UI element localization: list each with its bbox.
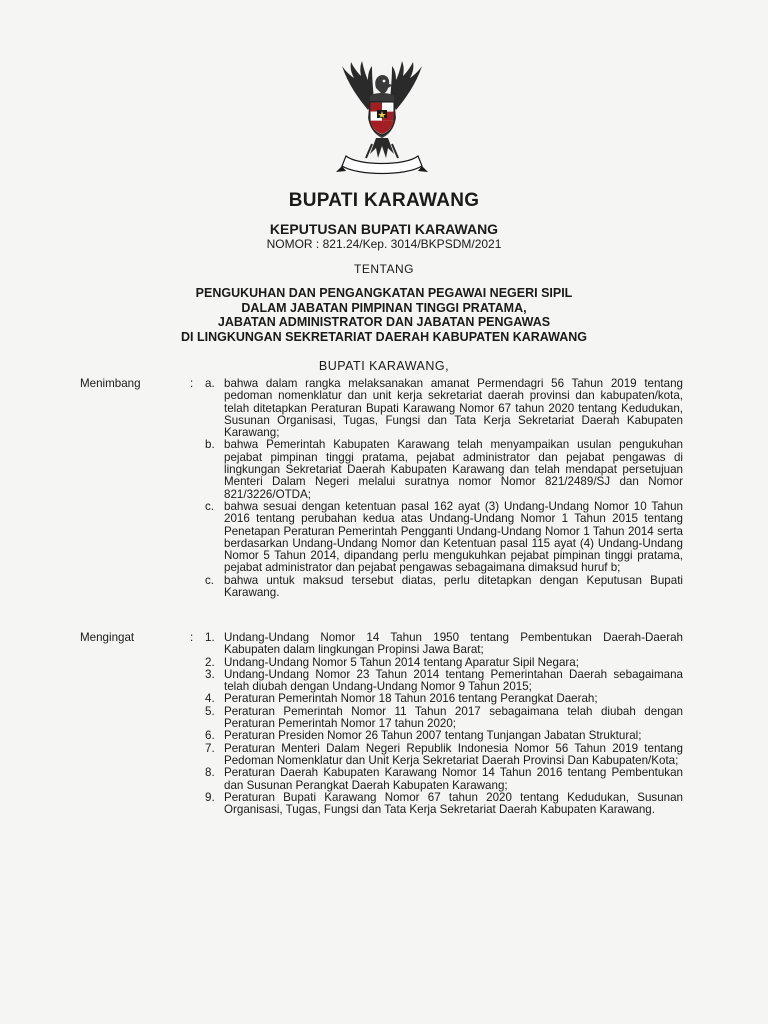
item-text: Peraturan Menteri Dalam Negeri Republik Indonesia Nomor 56 Tahun 2019 tentang Pedoman Nomenklatur dan Unit Kerja Sekretariat Daerah Provinsi Dan Kabupaten/Kota; [224, 741, 683, 767]
issuer-heading: BUPATI KARAWANG [288, 190, 480, 211]
item-text: Undang-Undang Nomor 5 Tahun 2014 tentang Aparatur Sipil Negara; [224, 655, 579, 669]
item-marker: a. [205, 377, 215, 390]
item-text: bahwa Pemerintah Kabupaten Karawang telah menyampaikan usulan pengukuhan pejabat pimpinan tinggi pratama, pejabat administrator dan pejabat pengawas di lingkungan Sekretariat Daerah Kabupaten Karawang dan telah mendapat persetujuan Menteri Dalam Negeri melalui suratnya nomor Nomor 821/2489/SJ dan Nomor 821/3226/OTDA; [224, 438, 683, 501]
decree-number: NOMOR : 821.24/Kep. 3014/BKPSDM/2021 [266, 237, 502, 251]
list-item [205, 767, 683, 792]
section-colon: : [190, 377, 194, 390]
list-item [205, 575, 683, 600]
decree-subject [0, 286, 768, 344]
subject-line: PENGUKUHAN DAN PENGANGKATAN PEGAWAI NEGERI SIPIL [195, 286, 573, 300]
item-text: Undang-Undang Nomor 14 Tahun 1950 tentang Pembentukan Daerah-Daerah Kabupaten dalam lingkungan Propinsi Jawa Barat; [224, 631, 683, 657]
item-text: Undang-Undang Nomor 23 Tahun 2014 tentang Pemerintahan Daerah sebagaimana telah diubah dengan Undang-Undang Nomor 9 Tahun 2015; [224, 667, 683, 694]
issuer-salutation: BUPATI KARAWANG, [318, 359, 450, 373]
about-label: TENTANG [354, 262, 414, 276]
item-marker: c. [205, 499, 215, 513]
decree-title: KEPUTUSAN BUPATI KARAWANG [269, 221, 499, 237]
item-marker: 1. [205, 631, 215, 644]
section-colon: : [190, 631, 194, 644]
item-marker: 7. [205, 741, 215, 755]
item-text: bahwa dalam rangka melaksanakan amanat Permendagri 56 Tahun 2019 tentang pedoman nomenklatur dan unit kerja sekretariat daerah provinsi dan kabupaten/kota, telah ditetapkan Peraturan Bupati Karawang Nomor 67 tahun 2020 tentang Kedudukan, Susunan Organisasi, Tugas, Fungsi dan Tata Kerja Sekretariat Daerah Kabupaten Karawang; [224, 377, 683, 440]
item-text: Peraturan Pemerintah Nomor 11 Tahun 2017 sebagaimana telah diubah dengan Peraturan Pemerintah Nomor 17 tahun 2020; [224, 704, 683, 731]
item-marker: 8. [205, 766, 215, 780]
item-text: bahwa untuk maksud tersebut diatas, perlu ditetapkan dengan Keputusan Bupati Karawang. [224, 573, 683, 600]
garuda-emblem-icon [318, 58, 446, 186]
section-label: Mengingat [80, 631, 135, 644]
item-marker: 3. [205, 667, 215, 681]
section-label: Menimbang [80, 377, 141, 390]
item-text: bahwa sesuai dengan ketentuan pasal 162 ayat (3) Undang-Undang Nomor 10 Tahun 2016 tentang perubahan kedua atas Undang-Undang Nomor 1 Tahun 2015 tentang Penetapan Peraturan Pemerintah Pengganti Undang-Undang Nomor 1 Tahun 2014 serta berdasarkan Undang-Undang Nomor dan Ketentuan pasal 115 ayat (4) Undang-Undang Nomor 5 Tahun 2014, dipandang perlu mengukuhkan pejabat pimpinan tinggi pratama, pejabat administrator dan pejabat pengawas sebagaimana dimaksud huruf b; [224, 499, 683, 575]
item-marker: 6. [205, 729, 215, 743]
subject-line: JABATAN ADMINISTRATOR DAN JABATAN PENGAWAS [217, 315, 551, 329]
list-item [205, 501, 683, 575]
item-text: Peraturan Presiden Nomor 26 Tahun 2007 tentang Tunjangan Jabatan Struktural; [224, 729, 642, 743]
considerations-list [205, 378, 683, 599]
item-text: Peraturan Pemerintah Nomor 18 Tahun 2016 tentang Perangkat Daerah; [224, 692, 598, 706]
item-marker: 5. [205, 704, 215, 718]
subject-line: DI LINGKUNGAN SEKRETARIAT DAERAH KABUPATEN KARAWANG [180, 329, 587, 344]
item-text: Peraturan Bupati Karawang Nomor 67 tahun 2020 tentang Kedudukan, Susunan Organisasi, Tugas, Fungsi dan Tata Kerja Sekretariat Daerah Kabupaten Karawang. [224, 790, 683, 817]
list-item [205, 669, 683, 694]
subject-line: DALAM JABATAN PIMPINAN TINGGI PRATAMA, [241, 300, 527, 315]
list-item [205, 439, 683, 500]
item-marker: 9. [205, 790, 215, 804]
item-marker: 2. [205, 655, 215, 669]
item-marker: b. [205, 438, 215, 452]
list-item [205, 706, 683, 731]
item-marker: c. [205, 573, 215, 587]
legal-basis-list [205, 632, 683, 816]
list-item [205, 743, 683, 768]
item-text: Peraturan Daerah Kabupaten Karawang Nomor 14 Tahun 2016 tentang Pembentukan dan Susunan Perangkat Daerah Kabupaten Karawang; [224, 766, 683, 792]
list-item [205, 378, 683, 439]
list-item [205, 792, 683, 817]
list-item [205, 632, 683, 657]
item-marker: 4. [205, 692, 215, 706]
